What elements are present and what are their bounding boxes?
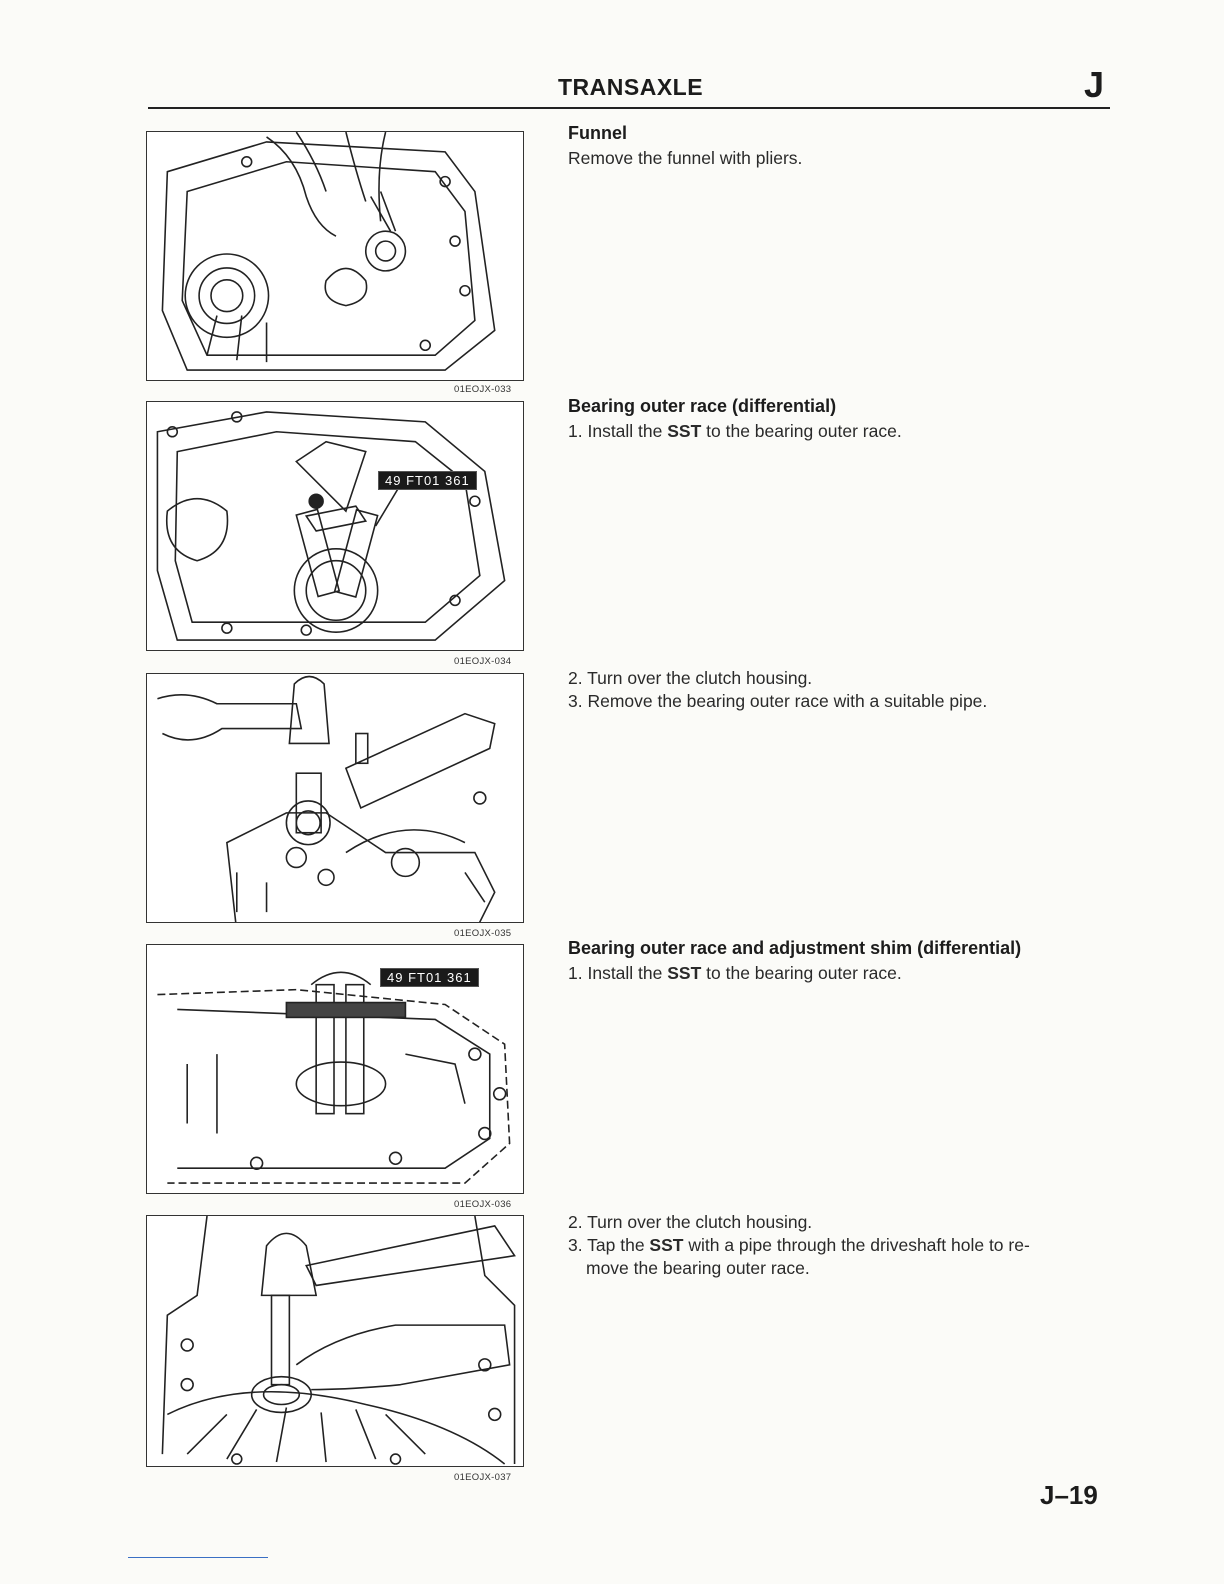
step-text: to the bearing outer race.	[701, 421, 902, 441]
figure-funnel-removal	[146, 131, 524, 381]
instruction-step: 3. Remove the bearing outer race with a suitable pipe.	[568, 691, 988, 711]
instruction-step	[568, 420, 902, 443]
instruction-step	[568, 1234, 1030, 1280]
page-number: J–19	[1040, 1480, 1098, 1510]
figure-code: 01EOJX-034	[454, 656, 512, 667]
section-heading-bearing-race-shim: Bearing outer race and adjustment shim (differential)	[568, 938, 1022, 958]
section-letter: J	[1084, 64, 1105, 105]
figure-code: 01EOJX-037	[454, 1472, 512, 1483]
section-heading-bearing-race: Bearing outer race (differential)	[568, 396, 837, 416]
step-text: Install the	[587, 421, 668, 441]
step-text: to the bearing outer race.	[701, 963, 902, 983]
step-number: 3.	[568, 1235, 588, 1255]
step-number: 1.	[568, 963, 588, 983]
instruction-funnel: Remove the funnel with pliers.	[568, 148, 803, 168]
page-header-title: TRANSAXLE	[558, 74, 704, 100]
funnel-removal-illustration	[147, 132, 523, 380]
step-text: with a pipe through the driveshaft hole to re-	[683, 1235, 1030, 1255]
race-removal-illustration	[147, 674, 523, 922]
figure-sst-install	[146, 401, 524, 651]
step-text-continued: move the bearing outer race.	[586, 1258, 810, 1278]
instruction-step: 2. Turn over the clutch housing.	[568, 668, 813, 688]
section-heading-funnel: Funnel	[568, 123, 627, 143]
tap-sst-illustration	[147, 1216, 523, 1466]
figure-tap-sst	[146, 1215, 524, 1467]
sst-callout-label: 49 FT01 361	[380, 968, 479, 987]
sst-term: SST	[649, 1235, 684, 1255]
figure-race-removal	[146, 673, 524, 923]
step-number: 1.	[568, 421, 588, 441]
sst-install-illustration	[147, 402, 523, 650]
figure-code: 01EOJX-036	[454, 1199, 512, 1210]
step-text: Install the	[587, 963, 668, 983]
figure-code: 01EOJX-033	[454, 384, 512, 395]
sst-term: SST	[667, 421, 702, 441]
header-divider	[148, 107, 1110, 109]
sst-callout-label: 49 FT01 361	[378, 471, 477, 490]
footer-rule	[128, 1557, 268, 1558]
instruction-step	[568, 962, 902, 985]
figure-code: 01EOJX-035	[454, 928, 512, 939]
instruction-step: 2. Turn over the clutch housing.	[568, 1212, 813, 1232]
sst-term: SST	[667, 963, 702, 983]
step-text: Tap the	[587, 1235, 650, 1255]
